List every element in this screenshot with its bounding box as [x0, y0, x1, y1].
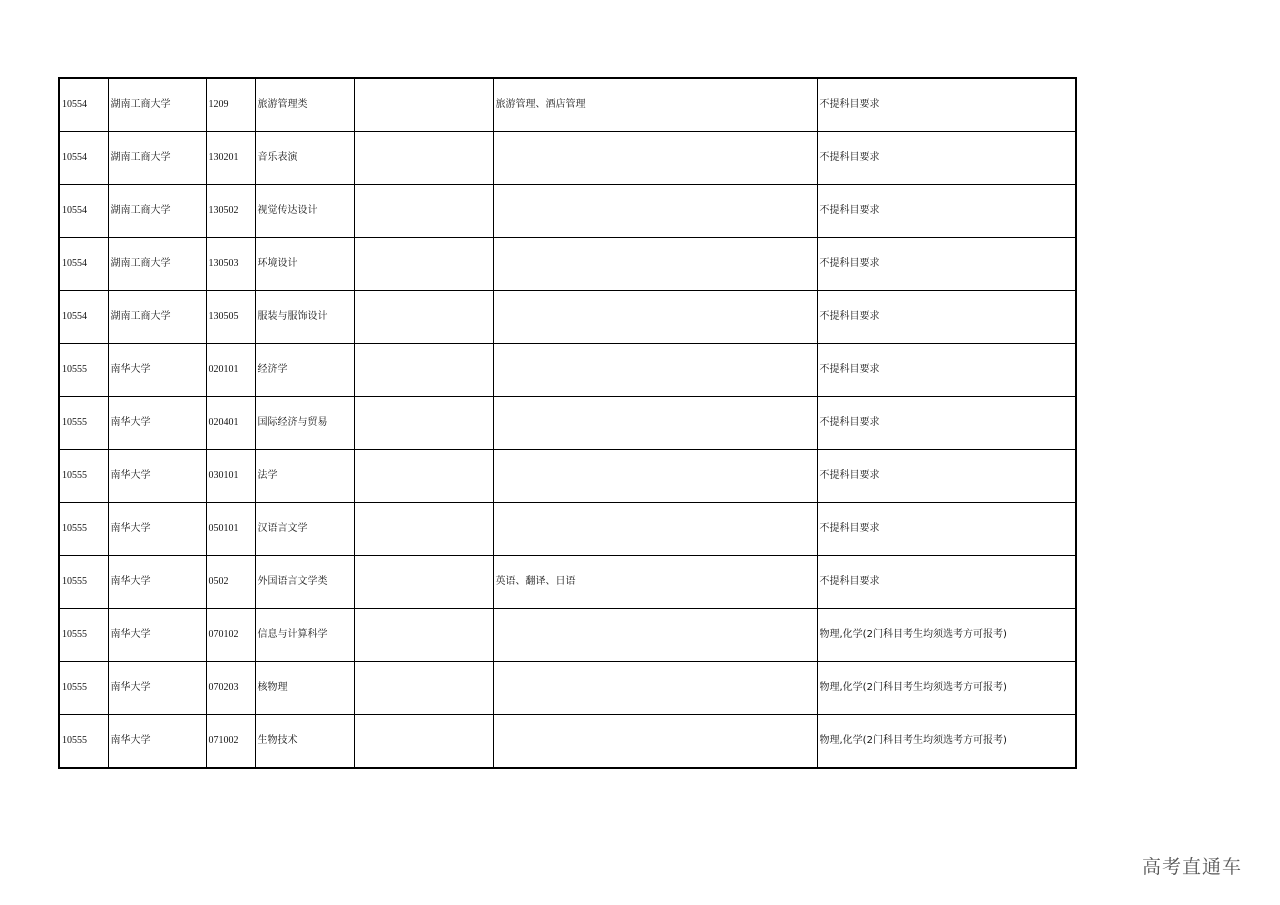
blank-cell [354, 132, 493, 185]
included-majors-cell [493, 609, 817, 662]
major-name-cell: 音乐表演 [255, 132, 354, 185]
school-code-cell: 10555 [59, 503, 108, 556]
school-name-cell: 南华大学 [108, 397, 206, 450]
major-name-cell: 外国语言文学类 [255, 556, 354, 609]
major-code-cell: 1209 [206, 78, 255, 132]
school-code-cell: 10555 [59, 609, 108, 662]
table-row [59, 556, 1076, 609]
watermark: 高考直通车 [1142, 856, 1243, 878]
school-name-cell: 湖南工商大学 [108, 238, 206, 291]
subject-requirement-cell: 物理,化学(2门科目考生均须选考方可报考) [817, 715, 1076, 769]
major-name-cell: 汉语言文学 [255, 503, 354, 556]
school-code-cell: 10555 [59, 397, 108, 450]
major-code-cell: 070102 [206, 609, 255, 662]
blank-cell [354, 78, 493, 132]
major-code-cell: 0502 [206, 556, 255, 609]
major-name-cell: 旅游管理类 [255, 78, 354, 132]
subject-requirement-cell: 不提科目要求 [817, 185, 1076, 238]
school-name-cell: 南华大学 [108, 556, 206, 609]
subject-requirement-cell: 不提科目要求 [817, 503, 1076, 556]
table-row [59, 715, 1076, 769]
included-majors-cell [493, 503, 817, 556]
school-code-cell: 10554 [59, 78, 108, 132]
school-name-cell: 南华大学 [108, 450, 206, 503]
school-code-cell: 10555 [59, 662, 108, 715]
blank-cell [354, 291, 493, 344]
school-name-cell: 南华大学 [108, 503, 206, 556]
school-name-cell: 南华大学 [108, 344, 206, 397]
major-name-cell: 服装与服饰设计 [255, 291, 354, 344]
school-code-cell: 10555 [59, 450, 108, 503]
included-majors-cell [493, 662, 817, 715]
blank-cell [354, 609, 493, 662]
major-name-cell: 视觉传达设计 [255, 185, 354, 238]
blank-cell [354, 185, 493, 238]
subject-requirement-cell: 不提科目要求 [817, 291, 1076, 344]
major-code-cell: 130503 [206, 238, 255, 291]
school-name-cell: 南华大学 [108, 609, 206, 662]
major-code-cell: 130505 [206, 291, 255, 344]
table-row [59, 503, 1076, 556]
included-majors-cell [493, 397, 817, 450]
major-code-cell: 130201 [206, 132, 255, 185]
included-majors-cell [493, 132, 817, 185]
major-code-cell: 050101 [206, 503, 255, 556]
blank-cell [354, 662, 493, 715]
subject-requirement-cell: 不提科目要求 [817, 397, 1076, 450]
major-code-cell: 130502 [206, 185, 255, 238]
school-name-cell: 湖南工商大学 [108, 78, 206, 132]
major-name-cell: 信息与计算科学 [255, 609, 354, 662]
school-code-cell: 10554 [59, 291, 108, 344]
subject-requirement-cell: 不提科目要求 [817, 556, 1076, 609]
major-code-cell: 020401 [206, 397, 255, 450]
blank-cell [354, 715, 493, 769]
major-name-cell: 环境设计 [255, 238, 354, 291]
school-code-cell: 10554 [59, 238, 108, 291]
school-name-cell: 湖南工商大学 [108, 291, 206, 344]
subject-requirements-table [58, 77, 1077, 769]
included-majors-cell: 英语、翻译、日语 [493, 556, 817, 609]
major-name-cell: 核物理 [255, 662, 354, 715]
subject-requirement-cell: 不提科目要求 [817, 238, 1076, 291]
major-code-cell: 030101 [206, 450, 255, 503]
subject-requirement-cell: 不提科目要求 [817, 344, 1076, 397]
blank-cell [354, 556, 493, 609]
major-name-cell: 经济学 [255, 344, 354, 397]
included-majors-cell [493, 715, 817, 769]
included-majors-cell: 旅游管理、酒店管理 [493, 78, 817, 132]
table-row [59, 132, 1076, 185]
table-row [59, 78, 1076, 132]
subject-requirement-cell: 不提科目要求 [817, 450, 1076, 503]
included-majors-cell [493, 291, 817, 344]
blank-cell [354, 344, 493, 397]
blank-cell [354, 238, 493, 291]
school-name-cell: 南华大学 [108, 715, 206, 769]
included-majors-cell [493, 450, 817, 503]
blank-cell [354, 503, 493, 556]
table-row [59, 238, 1076, 291]
included-majors-cell [493, 344, 817, 397]
table-row [59, 450, 1076, 503]
major-name-cell: 生物技术 [255, 715, 354, 769]
school-code-cell: 10555 [59, 715, 108, 769]
included-majors-cell [493, 238, 817, 291]
major-code-cell: 020101 [206, 344, 255, 397]
subject-requirement-cell: 物理,化学(2门科目考生均须选考方可报考) [817, 662, 1076, 715]
table-row [59, 662, 1076, 715]
table-row [59, 291, 1076, 344]
table-row [59, 397, 1076, 450]
table-row [59, 344, 1076, 397]
school-code-cell: 10555 [59, 556, 108, 609]
major-name-cell: 法学 [255, 450, 354, 503]
major-code-cell: 071002 [206, 715, 255, 769]
school-name-cell: 南华大学 [108, 662, 206, 715]
school-name-cell: 湖南工商大学 [108, 185, 206, 238]
blank-cell [354, 450, 493, 503]
school-code-cell: 10554 [59, 185, 108, 238]
table-row [59, 609, 1076, 662]
subject-requirement-cell: 物理,化学(2门科目考生均须选考方可报考) [817, 609, 1076, 662]
subject-requirement-cell: 不提科目要求 [817, 78, 1076, 132]
included-majors-cell [493, 185, 817, 238]
blank-cell [354, 397, 493, 450]
table-row [59, 185, 1076, 238]
school-name-cell: 湖南工商大学 [108, 132, 206, 185]
major-code-cell: 070203 [206, 662, 255, 715]
subject-requirement-cell: 不提科目要求 [817, 132, 1076, 185]
table-body [59, 78, 1076, 768]
major-name-cell: 国际经济与贸易 [255, 397, 354, 450]
school-code-cell: 10555 [59, 344, 108, 397]
school-code-cell: 10554 [59, 132, 108, 185]
